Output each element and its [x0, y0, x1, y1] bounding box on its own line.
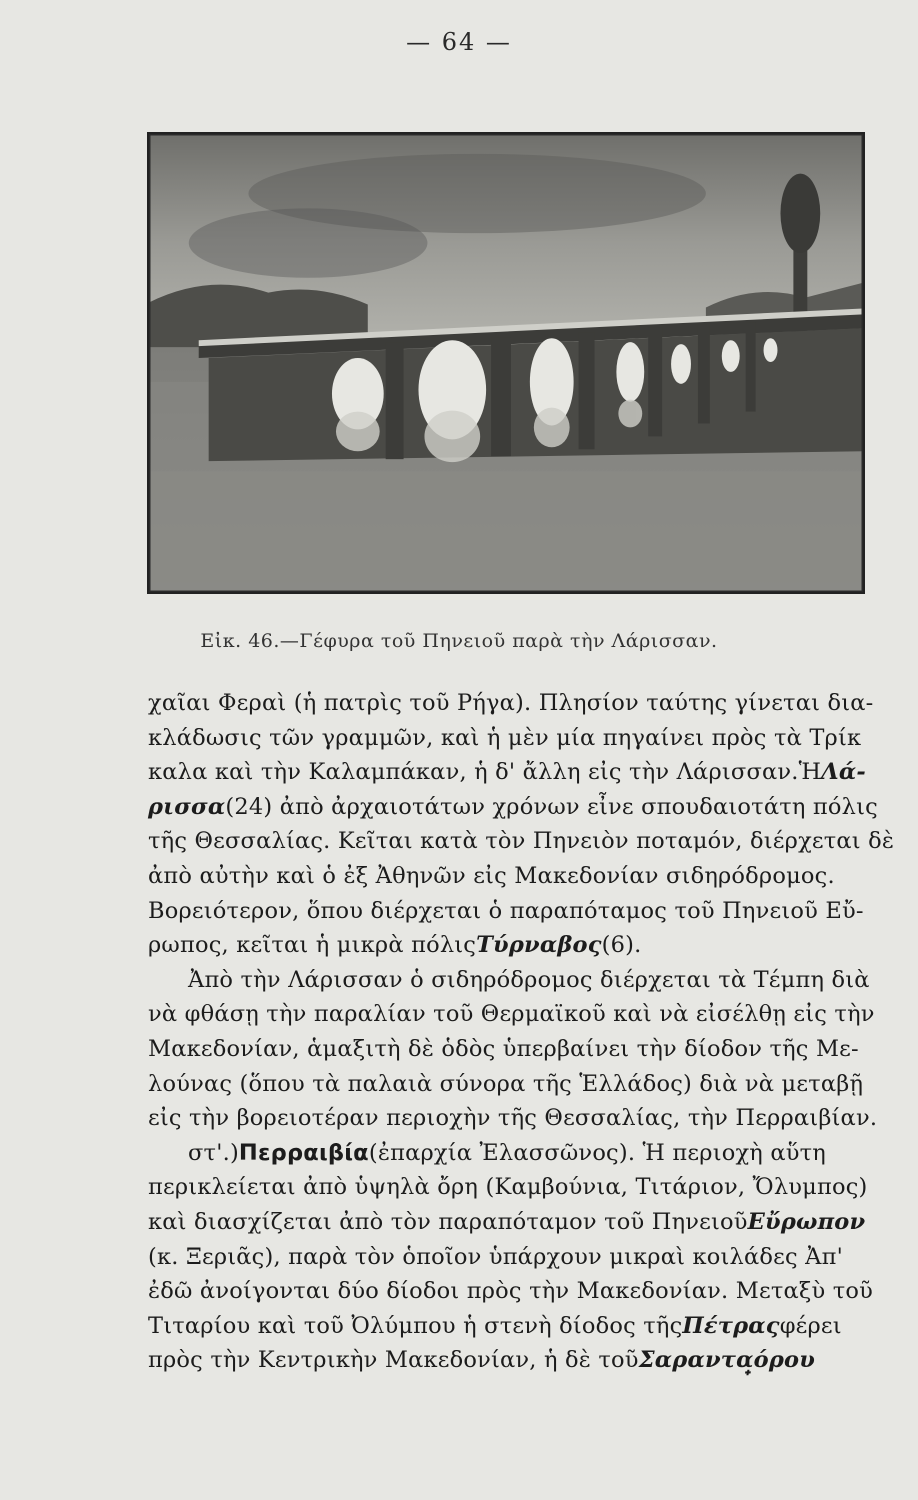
line-text — [148, 928, 641, 963]
line-text-part: (24) ἀπὸ ἀρχαιοτάτων χρόνων εἶνε σπουδαιοτάτη πόλις — [225, 793, 878, 820]
line-text-part: ρωπος, κεῖται ἡ μικρὰ πόλις — [148, 932, 477, 959]
text-line — [148, 928, 886, 963]
bridge-photograph — [147, 132, 865, 594]
text-line — [148, 859, 886, 894]
line-text-part: Τιταρίου καὶ τοῦ Ὀλύμπου ἡ στενὴ δίοδος τῆς — [148, 1312, 683, 1339]
text-line — [148, 1240, 886, 1275]
text-line — [148, 790, 886, 825]
text-line — [148, 721, 886, 756]
line-text-part: καλα καὶ τὴν Καλαμπάκαν, ἡ δ' ἄλλη εἰς τὴν Λάρισσαν.Ἡ — [148, 759, 822, 786]
text-line — [148, 755, 886, 790]
line-text: χαῖαι Φεραὶ (ἡ πατρὶς τοῦ Ρήγα). Πλησίον ταύτης γίνεται δια- — [148, 690, 874, 716]
body-text — [148, 686, 895, 1378]
line-text — [148, 1343, 815, 1378]
line-text — [148, 755, 866, 790]
text-line — [148, 1170, 886, 1205]
text-line — [148, 1205, 886, 1240]
place-name-tyrnavos: Τύρναβος — [476, 932, 602, 959]
figure-caption: Εἰκ. 46.—Γέφυρα τοῦ Πηνειοῦ παρὰ τὴν Λάρισσαν. — [200, 630, 718, 652]
line-text-part: φέρει — [779, 1312, 842, 1339]
line-text — [188, 1136, 826, 1171]
line-text: εἰς τὴν βορειοτέραν περιοχὴν τῆς Θεσσαλίας, τὴν Περραιβίαν. — [148, 1105, 878, 1132]
text-line — [148, 1274, 886, 1309]
line-text-part: καὶ διασχίζεται ἀπὸ τὸν παραπόταμον τοῦ Πηνειοῦ — [148, 1208, 748, 1235]
text-line — [148, 963, 886, 998]
text-line — [148, 824, 895, 859]
place-name-larisa-cont: ρισσα — [148, 793, 226, 820]
line-text: νὰ φθάσῃ τὴν παραλίαν τοῦ Θερμαϊκοῦ καὶ νὰ εἰσέλθῃ εἰς τὴν — [148, 1001, 875, 1028]
line-text — [148, 790, 878, 825]
text-line — [148, 1032, 886, 1067]
line-text: Μακεδονίαν, ἁμαξιτὴ δὲ ὁδὸς ὑπερβαίνει τὴν δίοδον τῆς Με- — [148, 1035, 859, 1062]
text-line — [148, 1309, 886, 1344]
pass-name-sarantaporo: Σαραντα̟όρου — [638, 1347, 816, 1374]
line-text-part: (6). — [601, 932, 642, 959]
line-text: Ἀπὸ τὴν Λάρισσαν ὁ σιδηρόδρομος διέρχεται τὰ Τέμπη διὰ — [188, 966, 870, 993]
page-number: — 64 — — [406, 28, 512, 56]
line-text: ἐδῶ ἀνοίγονται δύο δίοδοι πρὸς τὴν Μακεδονίαν. Μεταξὺ τοῦ — [148, 1278, 873, 1305]
line-text: (κ. Ξεριᾶς), παρὰ τὸν ὁποῖον ὑπάρχουν μικραὶ κοιλάδες Ἀπ' — [148, 1243, 843, 1270]
line-text: τῆς Θεσσαλίας. Κεῖται κατὰ τὸν Πηνειὸν ποταμόν, διέρχεται δὲ — [148, 828, 895, 855]
section-heading-perraivia: Περραιβία — [238, 1139, 369, 1166]
text-line — [148, 1067, 886, 1102]
line-text: λούνας (ὅπου τὰ παλαιὰ σύνορα τῆς Ἑλλάδος) διὰ νὰ μεταβῇ — [148, 1070, 864, 1097]
line-text: ἀπὸ αὐτὴν καὶ ὁ ἐξ Ἀθηνῶν εἰς Μακεδονίαν σιδηρόδρομος. — [148, 862, 835, 889]
text-line — [148, 1101, 886, 1136]
line-text: Βορειότερον, ὅπου διέρχεται ὁ παραπόταμος τοῦ Πηνειοῦ Εὔ- — [148, 897, 864, 924]
river-name-evropos: Εὔρωπον — [747, 1208, 866, 1235]
bridge-photo-illustration — [149, 134, 863, 592]
section-number: στ'.) — [188, 1139, 239, 1166]
text-line — [148, 997, 886, 1032]
line-text — [148, 1309, 842, 1344]
line-text: κλάδωσις τῶν γραμμῶν, καὶ ἡ μὲν μία πηγαίνει πρὸς τὰ Τρίκ — [148, 724, 862, 751]
line-text — [148, 1205, 865, 1240]
text-line — [148, 894, 886, 929]
place-name-larisa: Λά- — [821, 759, 866, 786]
pass-name-petra: Πέτρας — [682, 1312, 780, 1339]
line-text: περικλείεται ἀπὸ ὑψηλὰ ὄρη (Καμβούνια, Τιτάριον, Ὄλυμπος) — [148, 1174, 868, 1201]
text-line — [148, 1343, 886, 1378]
text-line — [148, 686, 886, 721]
text-line — [148, 1136, 886, 1171]
line-text-part: (ἐπαρχία Ἐλασσῶνος). Ἡ περιοχὴ αὕτη — [368, 1139, 826, 1166]
line-text-part: πρὸς τὴν Κεντρικὴν Μακεδονίαν, ἡ δὲ τοῦ — [148, 1347, 639, 1374]
